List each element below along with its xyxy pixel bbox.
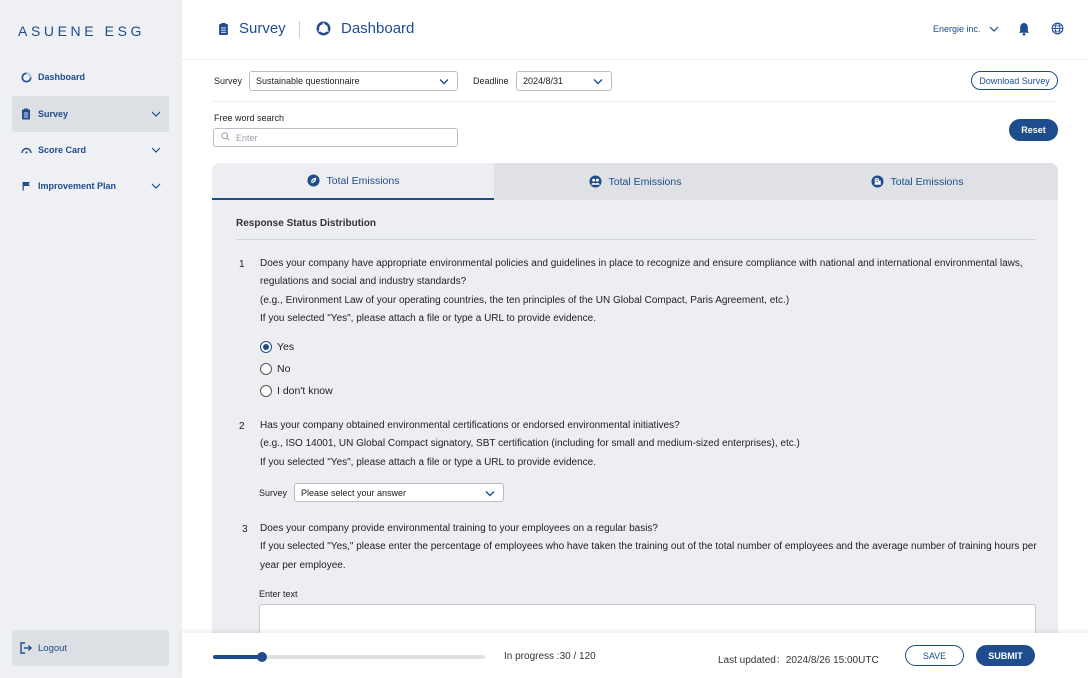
people-icon [589,175,602,188]
header-dashboard-label: Dashboard [341,20,415,37]
answer-select-value: Please select your answer [301,487,407,498]
sidebar-item-score-card[interactable] [12,132,169,168]
deadline-label: Deadline [473,76,509,86]
tab-total-emissions-social[interactable] [494,163,776,200]
flag-icon [20,180,32,192]
chevron-down-icon[interactable] [151,181,161,191]
question-number: 1 [239,259,245,270]
question-line: If you selected "Yes", please attach a file or type a URL to provide evidence. [260,456,597,468]
clipboard-icon [218,22,229,36]
question-line: If you selected "Yes," please enter the percentage of employees who have taken the training out of the total number of employees and the average number of training hours per year per employee. [260,541,1037,571]
radio-label: I don't know [277,385,333,397]
radio-label: No [277,363,291,375]
logout-icon [20,642,32,654]
clipboard-icon [20,108,32,120]
question-line: Has your company obtained environmental certifications or endorsed environmental initiatives? [260,420,680,431]
chevron-down-icon [989,24,999,34]
chevron-down-icon[interactable] [151,145,161,155]
header-dashboard-link[interactable] [316,20,414,37]
question-line: Does your company provide environmental training to your employees on a regular basis? [260,523,658,534]
last-updated: Last updated：2024/8/26 15:00UTC [718,655,879,666]
bell-icon[interactable] [1018,22,1030,41]
question-line: (e.g., Environment Law of your operating countries, the ten principles of the UN Global Compact, Paris Agreement, etc.) [260,294,790,306]
dashboard-icon [316,21,331,36]
header-survey-label: Survey [239,20,286,37]
logout-label: Logout [38,642,68,654]
submit-button[interactable]: SUBMIT [976,645,1035,666]
tab-total-emissions-governance[interactable] [776,163,1058,200]
leaf-icon [307,174,320,187]
survey-select[interactable] [249,71,458,91]
chevron-down-icon [439,77,449,87]
survey-panel [212,163,1058,678]
deadline-select[interactable] [516,71,612,91]
sidebar-item-improvement-plan[interactable] [12,168,169,204]
download-survey-button[interactable]: Download Survey [971,71,1058,90]
chevron-down-icon [593,77,603,87]
search-icon [221,132,230,143]
header-divider [299,21,300,38]
answer-select-label: Survey [259,488,288,498]
sidebar [0,0,182,678]
survey-filter-label: Survey [214,76,243,86]
gauge-icon [20,144,32,156]
building-icon [871,175,884,188]
tab-label: Total Emissions [608,175,682,188]
question-3-text [260,520,1045,575]
sidebar-item-survey[interactable] [12,96,169,132]
footer-bar [182,633,1088,678]
sidebar-item-label: Improvement Plan [38,181,117,191]
question-1-text [260,255,1045,328]
progress-status: In progress :30 / 120 [504,651,596,662]
filter-divider [212,101,1058,102]
search-input[interactable] [236,133,436,143]
deadline-value: 2024/8/31 [523,76,564,86]
answer-select[interactable] [294,483,504,502]
progress-knob[interactable] [257,652,267,662]
tab-label: Total Emissions [890,175,964,188]
reset-button[interactable]: Reset [1009,119,1058,141]
chevron-down-icon [485,489,495,499]
top-header [182,0,1088,60]
company-selector[interactable] [933,24,999,34]
radio-option-no[interactable] [260,363,290,375]
tab-total-emissions-environment[interactable] [212,163,494,200]
logout-button[interactable] [12,630,169,666]
survey-select-value: Sustainable questionnaire [256,76,360,86]
radio-option-dont-know[interactable] [260,385,333,397]
radio-button[interactable] [260,385,272,397]
header-survey-link[interactable] [218,20,286,37]
dashboard-icon [20,71,32,83]
question-line: (e.g., ISO 14001, UN Global Compact signatory, SBT certification (including for small and medium-sized enterprises), etc.) [260,438,800,450]
question-number: 3 [242,524,248,535]
section-title: Response Status Distribution [236,218,377,229]
radio-button[interactable] [260,363,272,375]
save-button[interactable]: SAVE [905,645,964,666]
question-number: 2 [239,421,245,432]
question-line: If you selected "Yes", please attach a file or type a URL to provide evidence. [260,312,597,324]
radio-button[interactable] [260,341,272,353]
radio-option-yes[interactable] [260,341,294,353]
chevron-down-icon[interactable] [151,109,161,119]
radio-label: Yes [277,341,295,353]
globe-icon[interactable] [1051,22,1064,40]
question-2-text [260,417,1045,472]
search-box[interactable] [213,128,458,147]
progress-bar [213,655,485,659]
search-label: Free word search [214,113,285,123]
sidebar-item-label: Score Card [38,145,87,155]
company-name: Energie inc. [933,24,981,34]
text-input-label: Enter text [259,589,298,599]
progress-fill [213,655,262,659]
sidebar-item-label: Survey [38,109,69,119]
sidebar-item-label: Dashboard [38,72,86,82]
question-line: Does your company have appropriate environmental policies and guidelines in place to recognize and ensure compliance with national and international environmental laws, regulations and social and industry standards? [260,258,1023,288]
section-divider [236,239,1036,240]
tab-label: Total Emissions [326,174,400,187]
sidebar-item-dashboard[interactable] [12,59,169,95]
app-logo[interactable]: ASUENE ESG [18,23,146,39]
